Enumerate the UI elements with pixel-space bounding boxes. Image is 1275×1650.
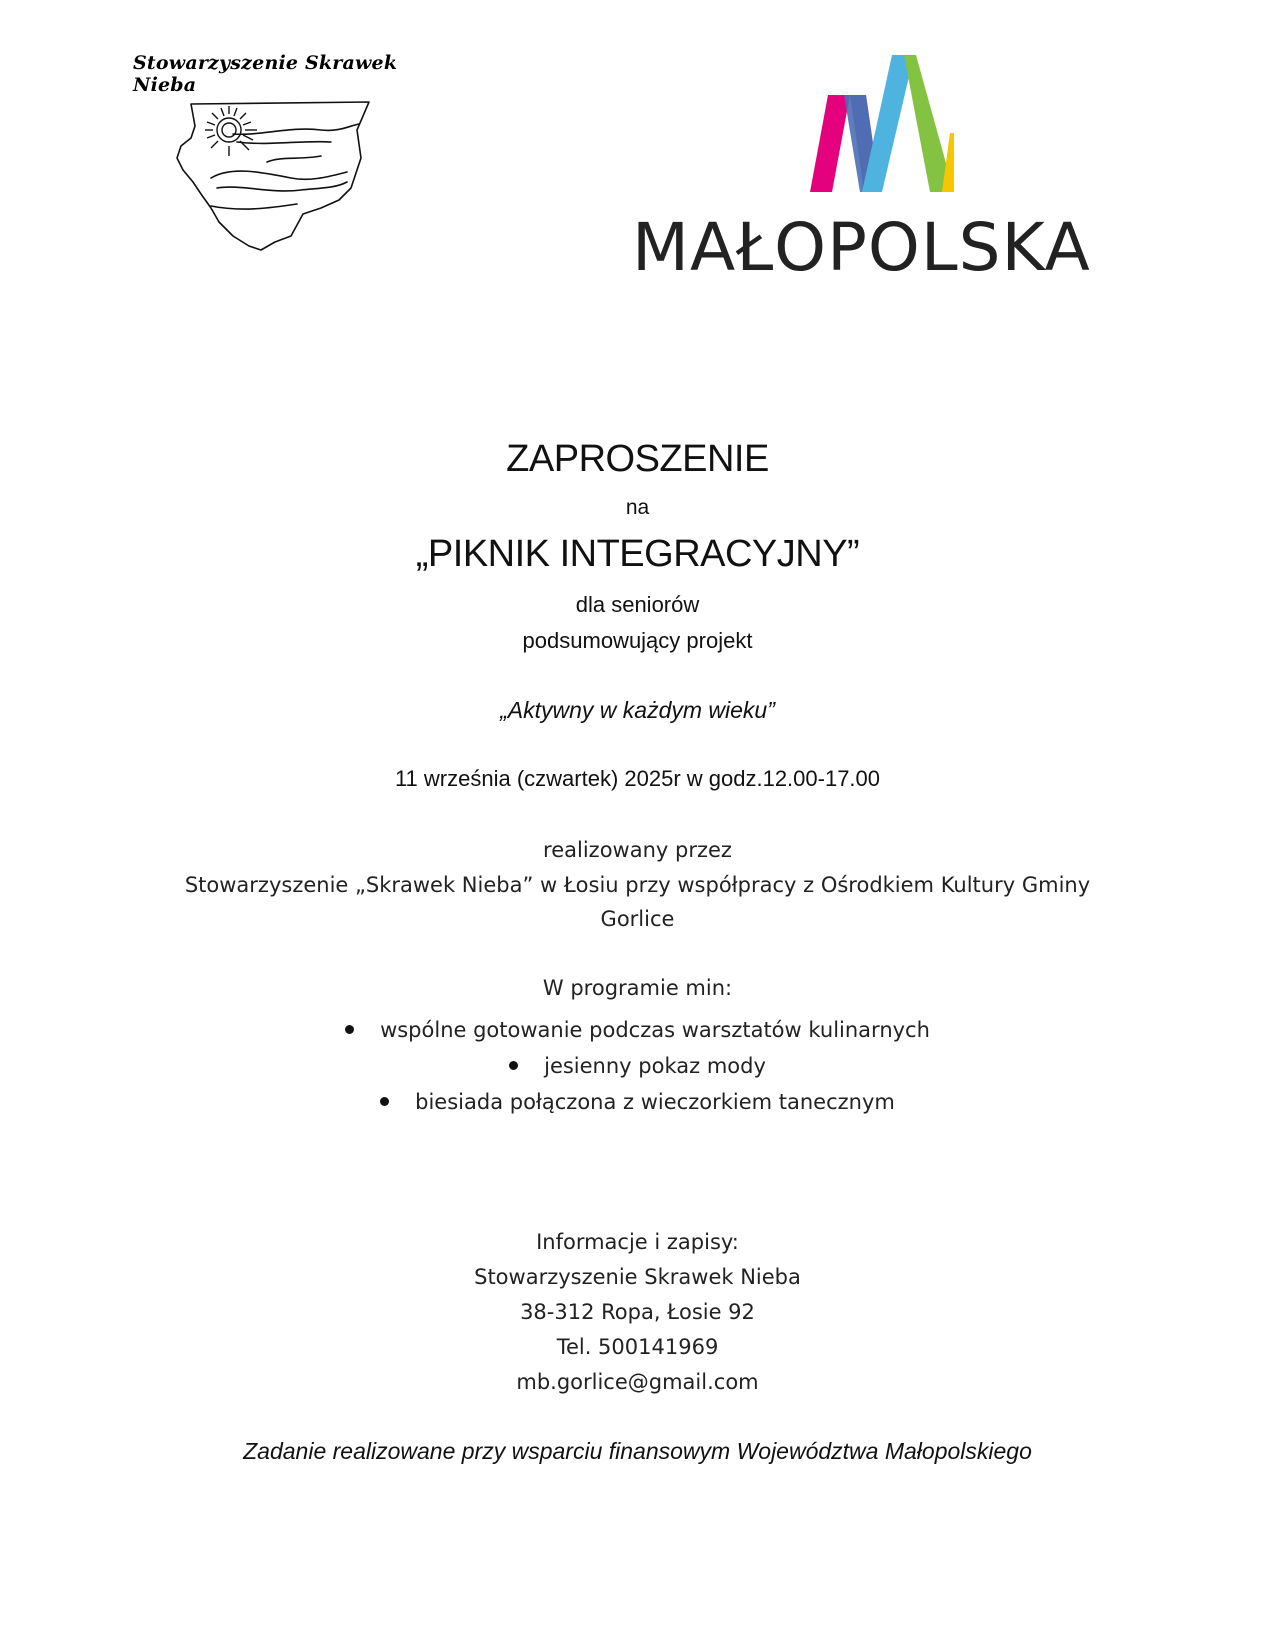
invitation-title: ZAPROSZENIE xyxy=(506,438,769,480)
list-item: jesienny pokaz mody xyxy=(0,1048,1275,1084)
organizer-full: Stowarzyszenie „Skrawek Nieba” w Łosiu przy współpracy z Ośrodkiem Kultury Gminy xyxy=(184,873,1091,897)
malopolska-mountain-icon xyxy=(804,55,954,205)
list-item: wspólne gotowanie podczas warsztatów kulinarnych xyxy=(0,1012,1275,1048)
bullet-icon xyxy=(509,1061,518,1070)
org-name: Stowarzyszenie Skrawek Nieba xyxy=(133,52,398,96)
program-list xyxy=(0,1012,1275,1120)
organizer-full-cont: Gorlice xyxy=(600,907,675,931)
org-header xyxy=(133,52,453,96)
contact-org: Stowarzyszenie Skrawek Nieba xyxy=(474,1265,801,1289)
event-date: 11 września (czwartek) 2025r w godz.12.00-17.00 xyxy=(394,766,881,791)
malopolska-logo xyxy=(632,55,1132,295)
funding-note: Zadanie realizowane przy wsparciu finansowym Województwa Małopolskiego xyxy=(243,1438,1032,1464)
contact-email: mb.gorlice@gmail.com xyxy=(516,1370,759,1394)
summary-line: podsumowujący projekt xyxy=(522,628,753,653)
bullet-icon xyxy=(345,1025,354,1034)
organizer-intro: realizowany przez xyxy=(543,838,732,862)
contact-title: Informacje i zapisy: xyxy=(536,1230,739,1254)
skrawek-nieba-map-logo xyxy=(171,96,383,256)
bullet-icon xyxy=(380,1097,389,1106)
malopolska-wordmark: MAŁOPOLSKA xyxy=(632,209,1091,286)
invitation-na: na xyxy=(625,496,650,519)
project-name: „Aktywny w każdym wieku” xyxy=(500,697,775,723)
program-title: W programie min: xyxy=(542,976,733,1000)
contact-address: 38-312 Ropa, Łosie 92 xyxy=(520,1300,755,1324)
list-item: biesiada połączona z wieczorkiem tanecznym xyxy=(0,1084,1275,1120)
target-audience: dla seniorów xyxy=(575,592,700,617)
event-name: „PIKNIK INTEGRACYJNY” xyxy=(415,533,860,575)
contact-phone: Tel. 500141969 xyxy=(556,1335,719,1359)
